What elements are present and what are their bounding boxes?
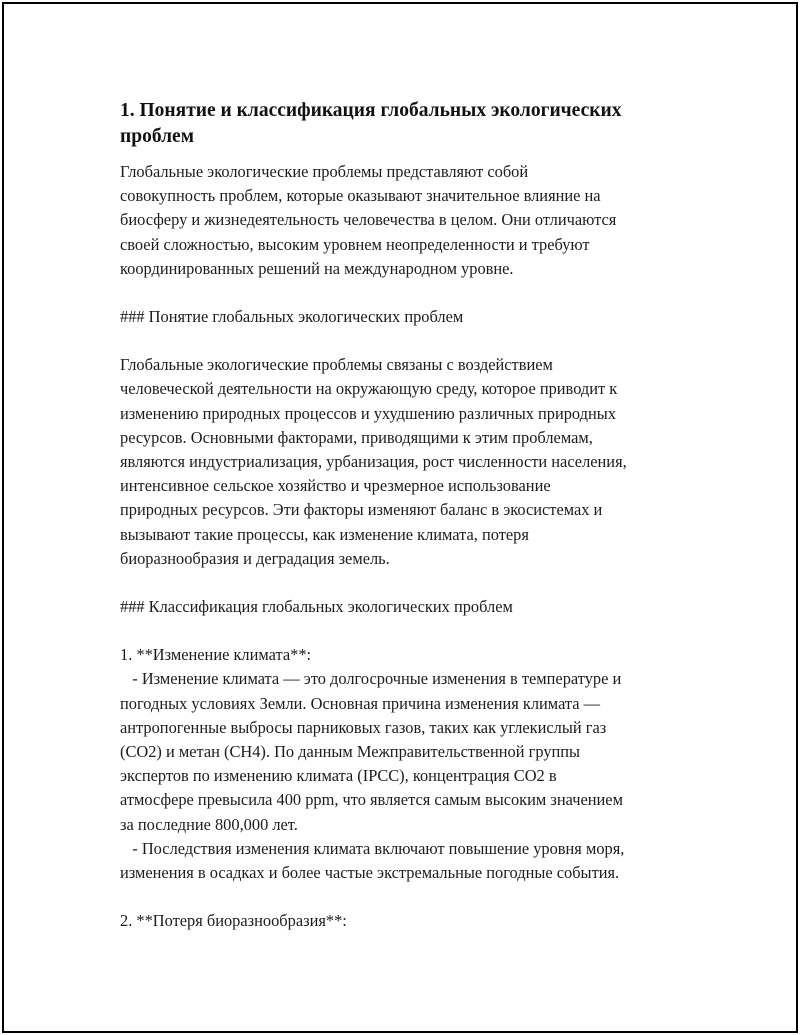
concept-paragraph [120,353,700,571]
text-line: координированных решений на международном уровне. [120,258,514,278]
intro-paragraph [120,160,700,281]
document-content [120,98,700,933]
paragraph-gap [120,885,700,909]
text-line: человеческой деятельности на окружающую среду, которое приводит к [120,379,618,399]
text-line: своей сложностью, высоким уровнем неопределенности и требуют [120,234,590,254]
list-item-climate [120,643,700,885]
text-line: за последние 800,000 лет. [120,814,298,834]
text-line: изменения в осадках и более частые экстремальные погодные события. [120,863,620,883]
subheading-classification [120,595,700,619]
text-line: - Последствия изменения климата включают повышение уровня моря, [120,838,625,858]
text-line: (CO2) и метан (CH4). По данным Межправительственной группы [120,742,581,762]
text-line: совокупность проблем, которые оказывают значительное влияние на [120,186,601,206]
paragraph-gap [120,281,700,305]
text-line: погодных условиях Земли. Основная причина изменения климата — [120,693,601,713]
text-line: антропогенные выбросы парниковых газов, таких как углекислый газ [120,717,607,737]
list-item-biodiversity [120,909,700,933]
text-line: Глобальные экологические проблемы представляют собой [120,162,529,181]
text-line: ### Классификация глобальных экологических проблем [120,597,513,617]
text-line: природных ресурсов. Эти факторы изменяют баланс в экосистемах и [120,500,603,520]
text-line: вызывают такие процессы, как изменение климата, потеря [120,524,529,544]
section-heading: 1. Понятие и классификация глобальных экологических проблем [120,100,622,147]
text-line: 1. **Изменение климата**: [120,645,312,665]
document-page [2,2,798,1033]
paragraph-gap [120,571,700,595]
text-line: изменению природных процессов и ухудшению различных природных [120,403,616,423]
paragraph-gap [120,329,700,353]
subheading-concept [120,305,700,329]
text-line: ресурсов. Основными факторами, приводящими к этим проблемам, [120,427,593,447]
text-line: интенсивное сельское хозяйство и чрезмерное использование [120,476,551,496]
text-line: являются индустриализация, урбанизация, рост численности населения, [120,452,627,472]
text-line: Глобальные экологические проблемы связаны с воздействием [120,355,553,375]
text-line: биоразнообразия и деградация земель. [120,548,390,568]
text-line: 2. **Потеря биоразнообразия**: [120,911,347,931]
text-line: - Изменение климата — это долгосрочные изменения в температуре и [120,669,622,689]
text-line: ### Понятие глобальных экологических проблем [120,307,464,327]
paragraph-gap [120,619,700,643]
text-line: атмосфере превысила 400 ppm, что является самым высоким значением [120,790,623,810]
text-line: экспертов по изменению климата (IPCC), концентрация CO2 в [120,766,557,786]
text-line: биосферу и жизнедеятельность человечества в целом. Они отличаются [120,210,617,230]
